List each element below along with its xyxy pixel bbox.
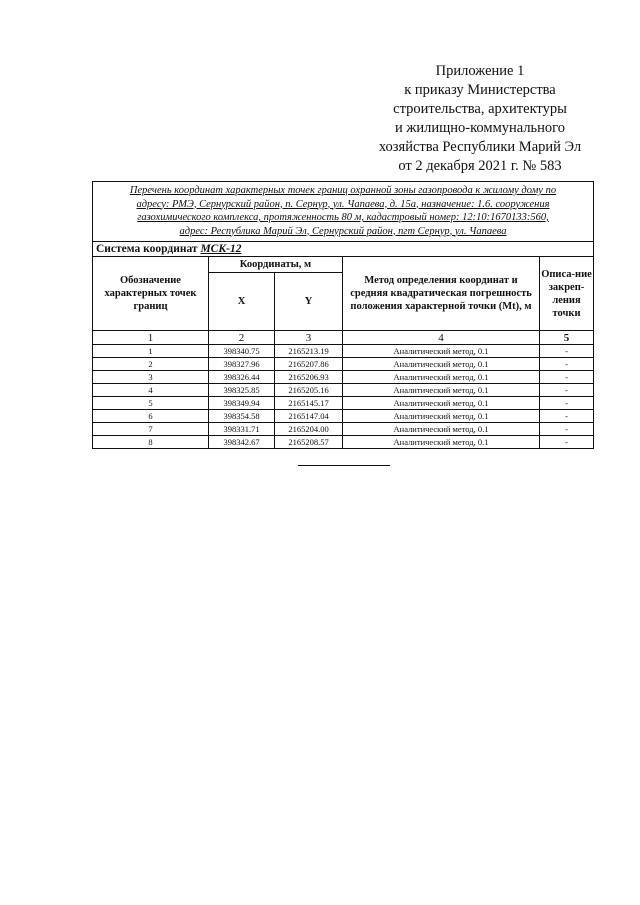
description: - xyxy=(540,371,594,384)
coord-y: 2165204.00 xyxy=(275,423,343,436)
column-number: 5 xyxy=(540,331,594,345)
header-y: Y xyxy=(275,273,343,331)
caption-line: адресу: РМЭ, Сернурский район, п. Сернур, ул. Чапаева, д. 15а, назначение: 1.6. сооружения xyxy=(136,198,550,210)
method: Аналитический метод, 0.1 xyxy=(343,410,540,423)
coord-x: 398340.75 xyxy=(209,345,275,358)
coordinate-system-value: МСК-12 xyxy=(200,243,242,255)
header-x: X xyxy=(209,273,275,331)
description: - xyxy=(540,397,594,410)
coordinate-system-label: Система координат xyxy=(96,243,198,255)
point-number: 4 xyxy=(93,384,209,397)
point-number: 5 xyxy=(93,397,209,410)
header-point: Обозначение характерных точек границ xyxy=(93,257,209,331)
table-row xyxy=(93,371,594,384)
coordinate-system-row xyxy=(93,242,594,257)
header-description: Описа-ние закреп-ления точки xyxy=(540,257,594,331)
description: - xyxy=(540,423,594,436)
header-coordinates: Координаты, м xyxy=(209,257,343,273)
coord-y: 2165208.57 xyxy=(275,436,343,449)
column-number: 1 xyxy=(93,331,209,345)
point-number: 8 xyxy=(93,436,209,449)
method: Аналитический метод, 0.1 xyxy=(343,371,540,384)
method: Аналитический метод, 0.1 xyxy=(343,358,540,371)
method: Аналитический метод, 0.1 xyxy=(343,436,540,449)
table-row xyxy=(93,436,594,449)
coord-x: 398331.71 xyxy=(209,423,275,436)
header-line: Приложение 1 xyxy=(435,63,525,79)
table-row xyxy=(93,423,594,436)
table-row xyxy=(93,397,594,410)
point-number: 7 xyxy=(93,423,209,436)
appendix-header xyxy=(360,62,600,176)
description: - xyxy=(540,345,594,358)
point-number: 2 xyxy=(93,358,209,371)
coord-y: 2165145.17 xyxy=(275,397,343,410)
description: - xyxy=(540,436,594,449)
coord-y: 2165213.19 xyxy=(275,345,343,358)
column-number: 2 xyxy=(209,331,275,345)
coordinates-table-container xyxy=(92,181,593,449)
header-line: хозяйства Республики Марий Эл xyxy=(378,139,582,155)
coord-x: 398327.96 xyxy=(209,358,275,371)
point-number: 3 xyxy=(93,371,209,384)
table-row xyxy=(93,410,594,423)
column-number: 3 xyxy=(275,331,343,345)
coord-y: 2165147.04 xyxy=(275,410,343,423)
table-row xyxy=(93,358,594,371)
coordinates-table xyxy=(92,181,594,449)
table-caption xyxy=(93,182,594,242)
point-number: 1 xyxy=(93,345,209,358)
table-row xyxy=(93,345,594,358)
header-line: к приказу Министерства xyxy=(404,82,556,98)
description: - xyxy=(540,358,594,371)
description: - xyxy=(540,384,594,397)
coord-x: 398349.94 xyxy=(209,397,275,410)
caption-line: Перечень координат характерных точек границ охранной зоны газопровода к жилому дому по xyxy=(129,185,557,196)
end-separator-line xyxy=(298,465,390,466)
coord-x: 398326.44 xyxy=(209,371,275,384)
header-line: от 2 декабря 2021 г. № 583 xyxy=(398,158,562,174)
method: Аналитический метод, 0.1 xyxy=(343,423,540,436)
method: Аналитический метод, 0.1 xyxy=(343,345,540,358)
coord-y: 2165206.93 xyxy=(275,371,343,384)
header-line: и жилищно-коммунального xyxy=(394,120,566,136)
coord-x: 398354.58 xyxy=(209,410,275,423)
coord-x: 398342.67 xyxy=(209,436,275,449)
caption-line: адрес: Республика Марий Эл, Сернурский район, пгт Сернур, ул. Чапаева xyxy=(179,225,507,237)
caption-line: газохимического комплекса, протяженность 80 м, кадастровый номер: 12:10:1670133:560, xyxy=(137,212,549,223)
header-line: строительства, архитектуры xyxy=(393,101,567,117)
method: Аналитический метод, 0.1 xyxy=(343,397,540,410)
header-method: Метод определения координат и средняя квадратическая погрешность положения характерной точки (Mt), м xyxy=(343,257,540,331)
point-number: 6 xyxy=(93,410,209,423)
column-number: 4 xyxy=(343,331,540,345)
method: Аналитический метод, 0.1 xyxy=(343,384,540,397)
coord-y: 2165205.16 xyxy=(275,384,343,397)
description: - xyxy=(540,410,594,423)
coord-x: 398325.85 xyxy=(209,384,275,397)
table-row xyxy=(93,384,594,397)
coord-y: 2165207.86 xyxy=(275,358,343,371)
